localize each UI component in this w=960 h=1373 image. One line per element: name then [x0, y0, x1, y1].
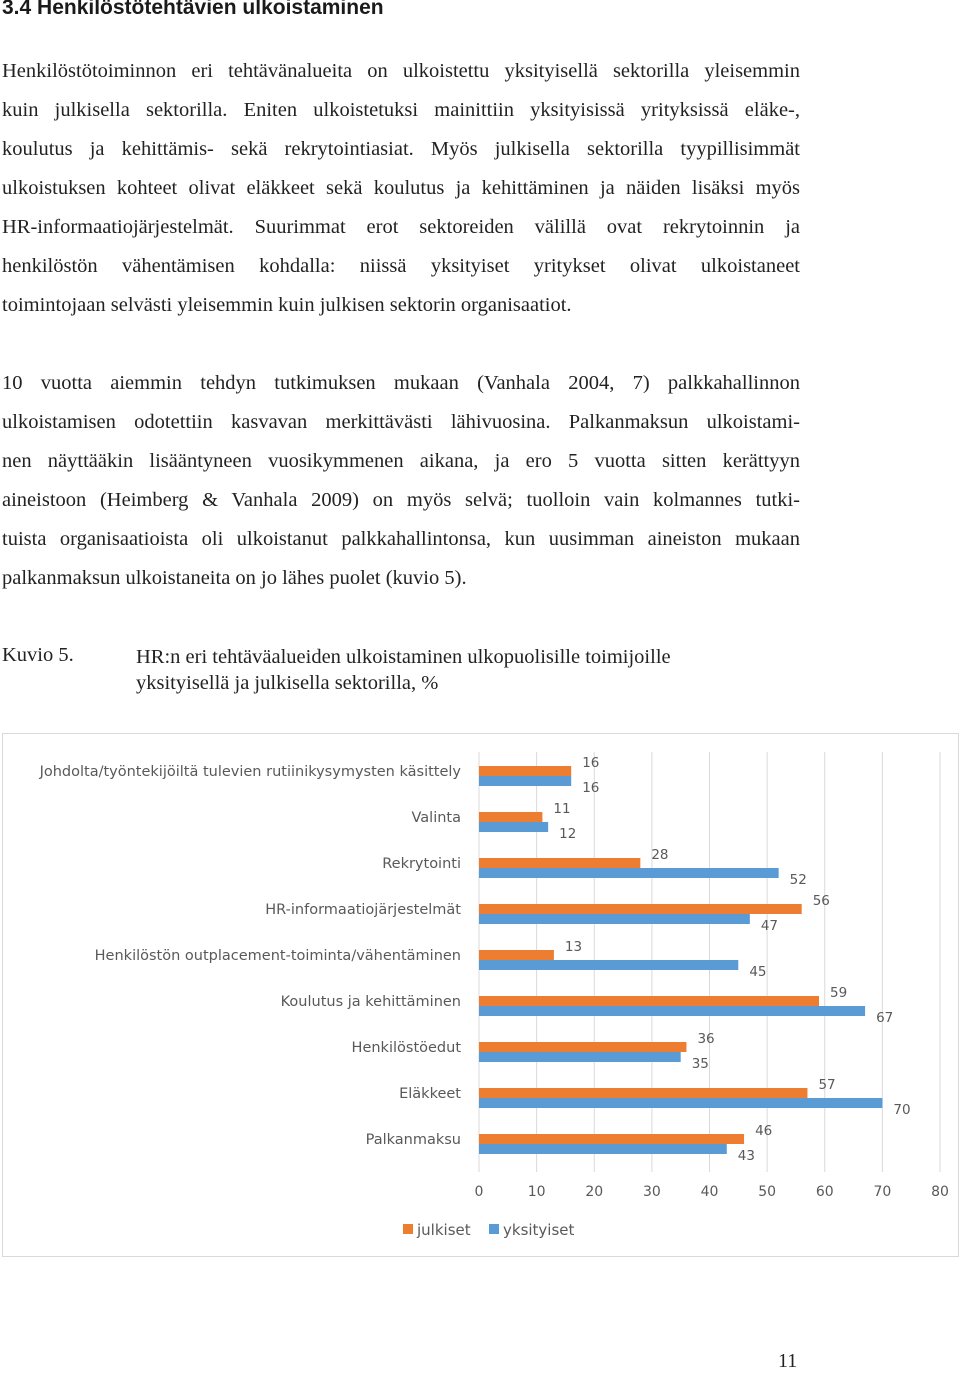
- data-label-yksityiset: 52: [789, 872, 807, 888]
- data-label-julkiset: 13: [564, 939, 583, 955]
- data-label-yksityiset: 43: [737, 1148, 755, 1164]
- x-tick-label: 60: [815, 1184, 834, 1200]
- bar-julkiset: [479, 812, 542, 822]
- data-label-yksityiset: 67: [876, 1010, 894, 1026]
- bar-yksityiset: [479, 822, 548, 832]
- section-heading: 3.4 Henkilöstötehtävien ulkoistaminen: [2, 0, 384, 19]
- text-line: nen näyttääkin lisääntyneen vuosikymmenen aikana, ja ero 5 vuotta sitten kerättyyn: [2, 450, 800, 472]
- data-label-julkiset: 59: [829, 985, 848, 1001]
- data-label-julkiset: 36: [697, 1031, 715, 1047]
- figure-label: Kuvio 5.: [2, 644, 74, 666]
- x-tick-label: 70: [873, 1184, 892, 1200]
- bar-julkiset: [479, 1088, 807, 1098]
- x-tick-label: 0: [474, 1184, 484, 1200]
- data-label-yksityiset: 16: [582, 780, 600, 796]
- figure-caption-line-2: yksityisellä ja julkisella sektorilla, %: [136, 672, 439, 694]
- category-label: Koulutus ja kehittäminen: [280, 994, 461, 1010]
- x-tick-label: 30: [642, 1184, 661, 1200]
- data-label-julkiset: 28: [651, 847, 669, 863]
- category-label: HR-informaatiojärjestelmät: [265, 902, 461, 918]
- category-label: Henkilöstön outplacement-toiminta/vähentäminen: [94, 948, 461, 964]
- x-tick-label: 40: [700, 1184, 719, 1200]
- data-label-julkiset: 11: [553, 801, 571, 817]
- text-line: Henkilöstötoiminnon eri tehtävänalueita on ulkoistettu yksityisellä sektorilla yleisemmin: [2, 60, 800, 82]
- text-line: ulkoistuksen kohteet olivat eläkkeet sekä koulutus ja kehittäminen ja näiden lisäksi myös: [2, 177, 800, 199]
- page-number: 11: [778, 1350, 798, 1372]
- data-label-julkiset: 46: [755, 1123, 773, 1139]
- data-label-julkiset: 56: [812, 893, 830, 909]
- x-tick-label: 10: [527, 1184, 546, 1200]
- chart-container: [2, 733, 959, 1257]
- text-line: toimintojaan selvästi yleisemmin kuin julkisen sektorin organisaatiot.: [2, 294, 572, 316]
- bar-yksityiset: [479, 1006, 865, 1016]
- bar-julkiset: [479, 950, 554, 960]
- x-tick-label: 20: [585, 1184, 604, 1200]
- bar-julkiset: [479, 858, 640, 868]
- bar-yksityiset: [479, 1144, 727, 1154]
- bar-julkiset: [479, 1134, 744, 1144]
- legend-label-julkiset: julkiset: [417, 1221, 471, 1239]
- bar-chart: [3, 734, 958, 1256]
- legend-label-yksityiset: yksityiset: [503, 1221, 575, 1239]
- text-line: palkanmaksun ulkoistaneita on jo lähes puolet (kuvio 5).: [2, 567, 467, 589]
- category-label: Johdolta/työntekijöiltä tulevien rutiinikysymysten käsittely: [39, 764, 461, 780]
- text-line: koulutus ja kehittämis- sekä rekrytointiasiat. Myös julkisella sektorilla tyypillisimmät: [2, 138, 800, 160]
- data-label-julkiset: 57: [818, 1077, 836, 1093]
- bar-julkiset: [479, 1042, 686, 1052]
- data-label-yksityiset: 35: [691, 1056, 709, 1072]
- bar-yksityiset: [479, 914, 750, 924]
- bar-julkiset: [479, 996, 819, 1006]
- text-line: tuista organisaatioista oli ulkoistanut palkkahallintonsa, kun uusimman aineiston mukaan: [2, 528, 800, 550]
- bar-julkiset: [479, 904, 802, 914]
- category-label: Henkilöstöedut: [351, 1040, 461, 1056]
- text-line: aineistoon (Heimberg & Vanhala 2009) on myös selvä; tuolloin vain kolmannes tutki-: [2, 489, 800, 511]
- text-line: HR-informaatiojärjestelmät. Suurimmat erot sektoreiden välillä ovat rekrytoinnin ja: [2, 216, 800, 238]
- category-label: Palkanmaksu: [365, 1132, 461, 1148]
- x-tick-label: 80: [931, 1184, 949, 1200]
- data-label-yksityiset: 12: [559, 826, 577, 842]
- data-label-yksityiset: 70: [893, 1102, 911, 1118]
- bar-yksityiset: [479, 1052, 681, 1062]
- figure-caption: [136, 644, 836, 696]
- text-line: 10 vuotta aiemmin tehdyn tutkimuksen mukaan (Vanhala 2004, 7) palkkahallinnon: [2, 372, 800, 394]
- bar-yksityiset: [479, 960, 738, 970]
- text-line: henkilöstön vähentämisen kohdalla: niissä yksityiset yritykset olivat ulkoistaneet: [2, 255, 800, 277]
- bar-yksityiset: [479, 868, 779, 878]
- category-label: Valinta: [411, 810, 461, 826]
- paragraph-2: [2, 364, 800, 598]
- paragraph-1: [2, 52, 800, 325]
- data-label-yksityiset: 45: [749, 964, 767, 980]
- figure-caption-line-1: HR:n eri tehtäväalueiden ulkoistaminen ulkopuolisille toimijoille: [136, 646, 671, 668]
- bar-julkiset: [479, 766, 571, 776]
- text-line: kuin julkisella sektorilla. Eniten ulkoistetuksi mainittiin yksityisissä yrityksissä eläke-,: [2, 99, 800, 121]
- category-label: Eläkkeet: [399, 1086, 461, 1102]
- x-tick-label: 50: [758, 1184, 777, 1200]
- legend-swatch-julkiset: [403, 1224, 413, 1234]
- category-label: Rekrytointi: [382, 856, 461, 872]
- legend-swatch-yksityiset: [489, 1224, 499, 1234]
- text-line: ulkoistamisen odotettiin kasvavan merkittävästi lähivuosina. Palkanmaksun ulkoistami-: [2, 411, 800, 433]
- bar-yksityiset: [479, 776, 571, 786]
- data-label-yksityiset: 47: [760, 918, 779, 934]
- bar-yksityiset: [479, 1098, 882, 1108]
- data-label-julkiset: 16: [582, 755, 600, 771]
